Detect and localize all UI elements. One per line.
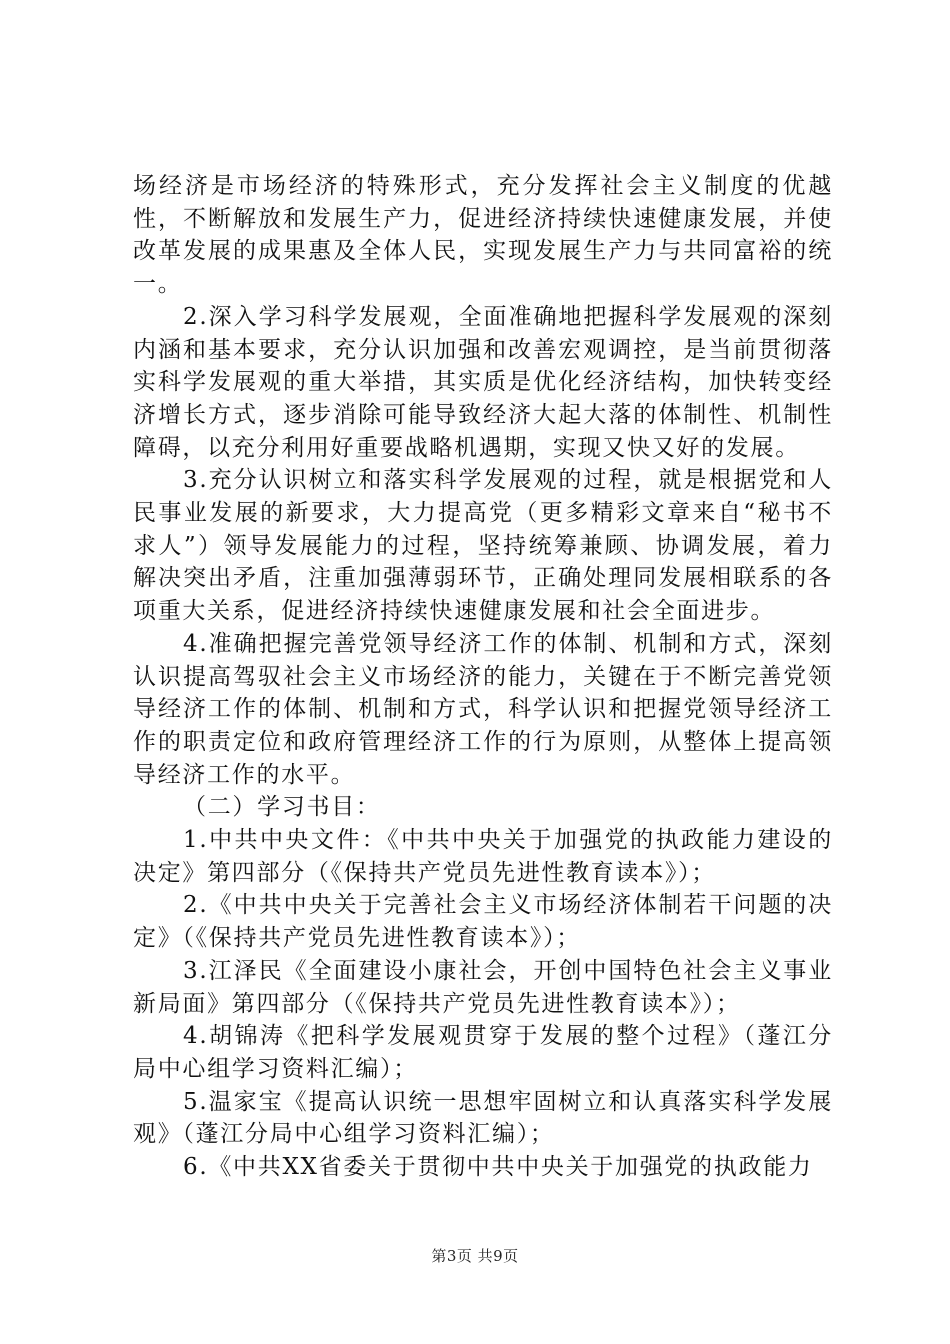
paragraph-item-2: 2.深入学习科学发展观，全面准确地把握科学发展观的深刻内涵和基本要求，充分认识加强和改善宏观调控，是当前贯彻落实科学发展观的重大举措，其实质是优化经济结构，加快转变经济增长方式，逐步消除可能导致经济大起大落的体制性、机制性障碍，以充分利用好重要战略机遇期，实现又快又好的发展。 xyxy=(133,303,833,461)
reading-list-item-2: 2.《中共中央关于完善社会主义市场经济体制若干问题的决定》（《保持共产党员先进性教育读本》）； xyxy=(133,892,833,952)
reading-list-item-5: 5.温家宝《提高认识统一思想牢固树立和认真落实科学发展观》（蓬江分局中心组学习资料汇编）； xyxy=(133,1088,833,1148)
reading-list-item-4: 4.胡锦涛《把科学发展观贯穿于发展的整个过程》（蓬江分局中心组学习资料汇编）； xyxy=(133,1023,833,1082)
section-heading-reading-list: （二）学习书目： xyxy=(183,794,381,821)
document-body xyxy=(133,170,833,1184)
reading-list-item-6: 6.《中共XX省委关于贯彻中共中央关于加强党的执政能力 xyxy=(183,1154,813,1181)
paragraph-item-3: 3.充分认识树立和落实科学发展观的过程，就是根据党和人民事业发展的新要求，大力提高党（更多精彩文章来自“秘书不求人”）领导发展能力的过程，坚持统筹兼顾、协调发展，着力解决突出矛盾，注重加强薄弱环节，正确处理同发展相联系的各项重大关系，促进经济持续快速健康发展和社会全面进步。 xyxy=(133,467,833,625)
paragraph-continuation: 场经济是市场经济的特殊形式，充分发挥社会主义制度的优越性，不断解放和发展生产力，促进经济持续快速健康发展，并使改革发展的成果惠及全体人民，实现发展生产力与共同富裕的统一。 xyxy=(133,173,833,298)
reading-list-item-3: 3.江泽民《全面建设小康社会，开创中国特色社会主义事业新局面》第四部分（《保持共产党员先进性教育读本》）； xyxy=(133,957,833,1017)
reading-list-item-1: 1.中共中央文件：《中共中央关于加强党的执政能力建设的决定》第四部分（《保持共产党员先进性教育读本》）； xyxy=(133,827,833,886)
page-number-footer: 第3页 共9页 xyxy=(431,1247,519,1265)
paragraph-item-4: 4.准确把握完善党领导经济工作的体制、机制和方式，深刻认识提高驾驭社会主义市场经济的能力，关键在于不断完善党领导经济工作的体制、机制和方式，科学认识和把握党领导经济工作的职责定位和政府管理经济工作的行为原则，从整体上提高领导经济工作的水平。 xyxy=(133,630,833,788)
